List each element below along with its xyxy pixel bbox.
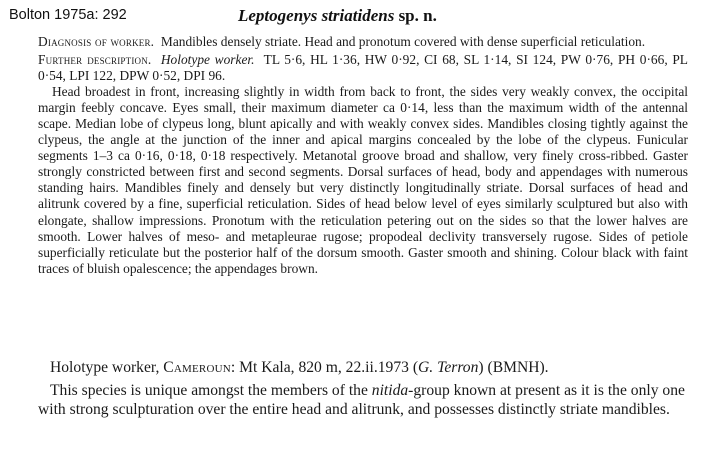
diagnosis-text: Mandibles densely striate. Head and pronotum covered with dense superficial reticulation. bbox=[160, 34, 646, 49]
remarks-paragraph bbox=[38, 381, 698, 419]
header bbox=[0, 6, 722, 28]
holotype-paragraph bbox=[38, 358, 698, 377]
holotype-lead: Holotype worker, bbox=[50, 359, 160, 376]
species-suffix: sp. n. bbox=[398, 6, 437, 25]
type-label: Holotype worker. bbox=[160, 52, 255, 68]
diagnosis-paragraph bbox=[38, 34, 688, 50]
diagnosis-heading: Diagnosis of worker. bbox=[38, 34, 155, 49]
holotype-country: Cameroun bbox=[163, 359, 231, 376]
holotype-collector: G. Terron bbox=[418, 359, 479, 376]
description-paragraph: Head broadest in front, increasing slightly in width from back to front, the sides very weakly convex, the occipital margin feebly concave. Eyes small, their maximum diameter ca 0·14, less than the maximum width of the antennal scape. Median lobe of clypeus long, blunt apically and with weakly convex sides. Mandibles closing tightly against the clypeus, the angle at the junction of the inner and apical margins concealed by the lobe of the clypeus. Funicular segments 1–3 ca 0·16, 0·18, 0·18 respectively. Metanotal groove broad and shallow, very finely cross-ribbed. Gaster strongly constricted between first and second segments. Dorsal surfaces of head, body and appendages with numerous standing hairs. Mandibles finely and densely but very distinctly longitudinally striate. Dorsal surfaces of head and alitrunk covered by a fine, superficial reticulation. Sides of head below level of eyes similarly sculptured but also with elongate, shallow impressions. Pronotum with the reticulation petering out on the sides so that the lower halves are smooth. Lower halves of meso- and metapleurae rugose; propodeal declivity transversely rugose. Sides of petiole superficially reticulate but the posterior half of the dorsum smooth. Gaster smooth and shining. Colour black with faint traces of bluish opalescence; the appendages brown. bbox=[38, 84, 688, 276]
species-title bbox=[238, 6, 437, 26]
species-name: Leptogenys striatidens bbox=[238, 6, 395, 25]
remarks-before: This species is unique amongst the members of the bbox=[50, 382, 368, 399]
further-heading: Further description. bbox=[38, 52, 152, 68]
further-description-paragraph bbox=[38, 52, 688, 84]
measurements: TL 5·6, HL 1·36, HW 0·92, CI 68, SL 1·14, SI 124, PW 0·76, PH 0·66, PL 0·54, LPI 122, DPW 0·52, DPI 96. bbox=[38, 52, 688, 84]
holotype-locality: : Mt Kala, 820 m, 22.ii.1973 ( bbox=[230, 359, 419, 376]
remarks-after: -group known at present as it is the only one with strong sculpturation over the entire head and alitrunk, and possesses distinctly striate mandibles. bbox=[38, 382, 685, 418]
description-block bbox=[38, 34, 688, 277]
citation: Bolton 1975a: 292 bbox=[9, 7, 127, 23]
holotype-depository: ) (BMNH). bbox=[478, 359, 549, 376]
material-block bbox=[38, 358, 698, 419]
remarks-group-name: nitida bbox=[371, 382, 409, 399]
